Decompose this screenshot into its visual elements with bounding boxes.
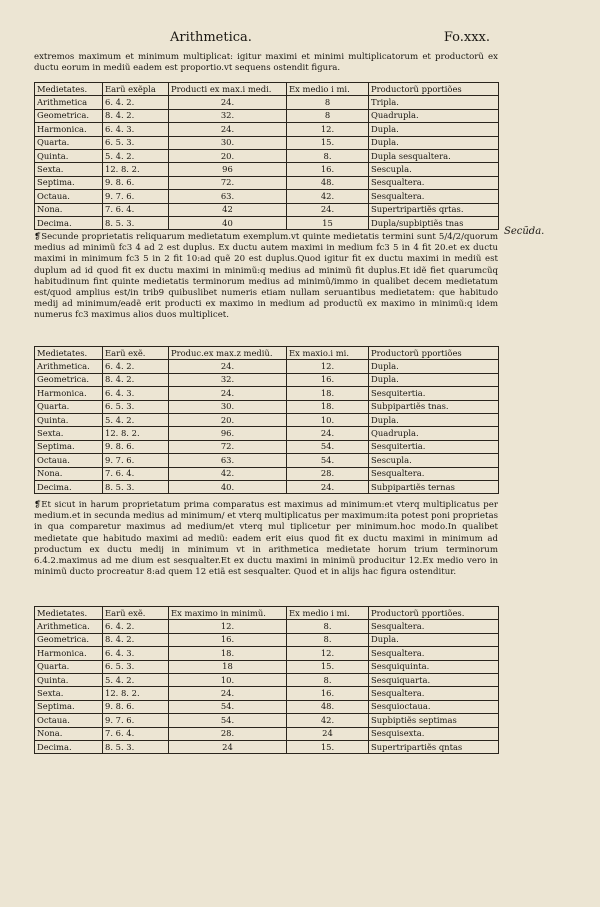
cell-proportion: Supertripartiẽs qrtas. (369, 203, 499, 216)
cell-product-b: 48. (287, 700, 369, 713)
table-row (35, 427, 499, 440)
table-header-row (35, 83, 499, 96)
cell-proportion: Sescupla. (369, 163, 499, 176)
cell-exemplum: 6. 4. 2. (103, 360, 169, 373)
cell-product-b: 54. (287, 440, 369, 453)
cell-product-b: 24 (287, 727, 369, 740)
cell-exemplum: 6. 4. 3. (103, 387, 169, 400)
header-cell: Productorũ pportiões (369, 347, 499, 360)
cell-exemplum: 8. 5. 3. (103, 216, 169, 229)
cell-product-b: 15. (287, 660, 369, 673)
cell-medietas: Harmonica. (35, 387, 103, 400)
header-cell: Produc.ex max.z mediũ. (169, 347, 287, 360)
header-cell: Productorũ pportiões (369, 83, 499, 96)
cell-product-a: 18 (169, 660, 287, 673)
cell-exemplum: 5. 4. 2. (103, 149, 169, 162)
cell-exemplum: 8. 5. 3. (103, 480, 169, 493)
cell-proportion: Sesqualtera. (369, 190, 499, 203)
cell-medietas: Decima. (35, 216, 103, 229)
cell-exemplum: 5. 4. 2. (103, 413, 169, 426)
cell-proportion: Subpipartiẽs tnas. (369, 400, 499, 413)
cell-product-b: 16. (287, 373, 369, 386)
cell-proportion: Quadrupla. (369, 109, 499, 122)
cell-exemplum: 7. 6. 4. (103, 203, 169, 216)
cell-proportion: Quadrupla. (369, 427, 499, 440)
cell-medietas: Quarta. (35, 400, 103, 413)
cell-exemplum: 9. 8. 6. (103, 700, 169, 713)
cell-medietas: Geometrica. (35, 633, 103, 646)
cell-product-a: 18. (169, 647, 287, 660)
cell-product-a: 24. (169, 360, 287, 373)
cell-medietas: Nona. (35, 467, 103, 480)
cell-product-b: 24. (287, 203, 369, 216)
header-cell: Medietates. (35, 83, 103, 96)
cell-proportion: Supbiptiẽs septimas (369, 714, 499, 727)
cell-exemplum: 6. 4. 2. (103, 96, 169, 109)
header-cell: Medietates. (35, 607, 103, 620)
table-row (35, 96, 499, 109)
cell-product-b: 42. (287, 190, 369, 203)
table-third-property (34, 606, 499, 754)
cell-product-a: 54. (169, 700, 287, 713)
running-head (170, 30, 490, 50)
table-row (35, 163, 499, 176)
third-property-paragraph: ❡Et sicut in harum proprietatum prima comparatus est maximus ad minimum:et vterq multiplicatus per medium.et in secunda medius ad minimum/ et vterq multiplicatus per maximum:ita potest poni proprietas in qua comparetur maximus ad medium/et vterq mul tiplicetur per minimum.hoc modo.In qualibet medietate que habitudo maximi ad mediũ: eadem erit eius quod fit ex ductu maximi in minimum ad productum ex ductu medij in minimum vt in arithmetica medietate horum trium terminorum 6.4.2.maximus ad me dium est sesqualter.Et ex ductu maximi in minimũ producitur 12.Ex medio vero in minimũ ducto procreatur 8:ad quem 12 etiã est sesqualter. Quod et in alijs hac figura ostenditur. (34, 500, 498, 578)
cell-product-a: 24. (169, 96, 287, 109)
cell-product-a: 96. (169, 427, 287, 440)
cell-medietas: Quinta. (35, 673, 103, 686)
header-cell: Earũ exẽpla (103, 83, 169, 96)
cell-product-b: 8. (287, 633, 369, 646)
cell-product-b: 16. (287, 687, 369, 700)
cell-proportion: Sesqualtera. (369, 647, 499, 660)
cell-product-a: 32. (169, 373, 287, 386)
table-row (35, 216, 499, 229)
table-header-row (35, 607, 499, 620)
cell-product-b: 18. (287, 400, 369, 413)
cell-product-b: 15. (287, 740, 369, 753)
cell-exemplum: 9. 7. 6. (103, 190, 169, 203)
margin-note-secunda: Secũda. (504, 226, 545, 237)
cell-medietas: Octaua. (35, 714, 103, 727)
cell-medietas: Harmonica. (35, 123, 103, 136)
header-cell: Earũ exẽ. (103, 607, 169, 620)
cell-medietas: Octaua. (35, 190, 103, 203)
cell-product-b: 15. (287, 136, 369, 149)
cell-product-a: 72. (169, 440, 287, 453)
cell-product-a: 28. (169, 727, 287, 740)
cell-medietas: Quarta. (35, 136, 103, 149)
cell-proportion: Sesquiquarta. (369, 673, 499, 686)
cell-product-b: 12. (287, 647, 369, 660)
cell-product-a: 24. (169, 123, 287, 136)
cell-product-a: 63. (169, 190, 287, 203)
cell-exemplum: 6. 4. 2. (103, 620, 169, 633)
cell-proportion: Dupla. (369, 413, 499, 426)
cell-proportion: Supertripartiẽs qntas (369, 740, 499, 753)
cell-medietas: Septima. (35, 176, 103, 189)
table-row (35, 633, 499, 646)
cell-product-a: 20. (169, 413, 287, 426)
header-cell: Ex medio i mi. (287, 83, 369, 96)
cell-proportion: Sesqualtera. (369, 467, 499, 480)
table-row (35, 400, 499, 413)
cell-exemplum: 12. 8. 2. (103, 427, 169, 440)
cell-product-b: 8. (287, 620, 369, 633)
cell-product-b: 15 (287, 216, 369, 229)
cell-medietas: Sexta. (35, 163, 103, 176)
cell-product-b: 12. (287, 360, 369, 373)
cell-product-a: 40 (169, 216, 287, 229)
cell-medietas: Quarta. (35, 660, 103, 673)
header-cell: Producti ex max.i medi. (169, 83, 287, 96)
cell-exemplum: 6. 5. 3. (103, 660, 169, 673)
table-row (35, 360, 499, 373)
cell-medietas: Geometrica. (35, 109, 103, 122)
cell-medietas: Harmonica. (35, 647, 103, 660)
cell-proportion: Dupla. (369, 360, 499, 373)
cell-product-a: 63. (169, 454, 287, 467)
cell-exemplum: 7. 6. 4. (103, 467, 169, 480)
table-row (35, 109, 499, 122)
cell-product-a: 32. (169, 109, 287, 122)
table-header-row (35, 347, 499, 360)
table-row (35, 176, 499, 189)
cell-medietas: Arithmetica (35, 96, 103, 109)
cell-proportion: Sesqualtera. (369, 687, 499, 700)
cell-product-a: 20. (169, 149, 287, 162)
table-row (35, 700, 499, 713)
cell-medietas: Arithmetica. (35, 620, 103, 633)
cell-product-a: 24. (169, 687, 287, 700)
cell-product-b: 8. (287, 149, 369, 162)
cell-medietas: Decima. (35, 740, 103, 753)
intro-paragraph: extremos maximum et minimum multiplicat: igitur maximi et minimi multiplicatorum et productorũ ex ductu eorum in mediũ eadem est proportio.vt sequens ostendit figura. (34, 52, 498, 74)
cell-exemplum: 8. 4. 2. (103, 633, 169, 646)
cell-medietas: Quinta. (35, 413, 103, 426)
table-row (35, 740, 499, 753)
table-row (35, 123, 499, 136)
cell-product-a: 24 (169, 740, 287, 753)
cell-medietas: Decima. (35, 480, 103, 493)
cell-medietas: Geometrica. (35, 373, 103, 386)
table-row (35, 673, 499, 686)
cell-product-b: 16. (287, 163, 369, 176)
cell-product-a: 54. (169, 714, 287, 727)
cell-exemplum: 6. 5. 3. (103, 136, 169, 149)
cell-proportion: Sesquiquinta. (369, 660, 499, 673)
table-row (35, 149, 499, 162)
table-row (35, 440, 499, 453)
cell-medietas: Arithmetica. (35, 360, 103, 373)
cell-exemplum: 5. 4. 2. (103, 673, 169, 686)
cell-exemplum: 9. 8. 6. (103, 440, 169, 453)
cell-exemplum: 8. 4. 2. (103, 109, 169, 122)
cell-product-a: 96 (169, 163, 287, 176)
cell-proportion: Subpipartiẽs ternas (369, 480, 499, 493)
cell-proportion: Dupla. (369, 633, 499, 646)
cell-product-a: 30. (169, 136, 287, 149)
table-row (35, 687, 499, 700)
cell-medietas: Septima. (35, 440, 103, 453)
cell-product-b: 8 (287, 109, 369, 122)
cell-product-b: 8. (287, 673, 369, 686)
table-row (35, 190, 499, 203)
table-row (35, 413, 499, 426)
table-row (35, 714, 499, 727)
cell-exemplum: 12. 8. 2. (103, 163, 169, 176)
header-cell: Ex medio i mi. (287, 607, 369, 620)
cell-exemplum: 8. 4. 2. (103, 373, 169, 386)
cell-product-a: 42 (169, 203, 287, 216)
cell-proportion: Dupla. (369, 123, 499, 136)
header-cell: Productorũ pportiões. (369, 607, 499, 620)
cell-exemplum: 6. 4. 3. (103, 647, 169, 660)
cell-exemplum: 6. 5. 3. (103, 400, 169, 413)
cell-product-b: 12. (287, 123, 369, 136)
cell-proportion: Dupla sesqualtera. (369, 149, 499, 162)
cell-exemplum: 9. 7. 6. (103, 714, 169, 727)
cell-exemplum: 9. 8. 6. (103, 176, 169, 189)
cell-proportion: Sescupla. (369, 454, 499, 467)
cell-proportion: Dupla. (369, 373, 499, 386)
table-row (35, 373, 499, 386)
header-cell: Ex maximo in minimũ. (169, 607, 287, 620)
cell-product-a: 30. (169, 400, 287, 413)
second-property-paragraph: ❡Secunde proprietatis reliquarum medietatum exemplum.vt quinte medietatis termini sunt 5/4/2/quorum medius ad minimũ fc3 4 ad 2 est duplus. Ex ductu autem maximi in medium fc3 5 in 4 fit 20.et ex ductu maximi in minimum fc3 5 in 2 fit 10:ad quẽ 20 est duplus.Quod igitur fit ex ductu maximi in mediũ est duplum ad id quod fit ex ductu maximi in minimũ:q medius ad minimũ fit duplus.Et idẽ fiet quarumcũq habitudinum fint quinte medietatis terminorum medius ad minimũ/immo in qualibet decem medietatum est/quod amplius est/in trib9 quibuslibet numeris etiam nullam seruantibus medietatem: que habitudo medij ad minimum/eadẽ erit producti ex maximo in medium ad productũ ex maximo in minimũ:q idem numerus fc3 maximus alios duos multiplicet. (34, 232, 498, 321)
cell-product-b: 10. (287, 413, 369, 426)
table-row (35, 480, 499, 493)
cell-medietas: Nona. (35, 727, 103, 740)
cell-medietas: Quinta. (35, 149, 103, 162)
header-cell: Earũ exẽ. (103, 347, 169, 360)
cell-exemplum: 12. 8. 2. (103, 687, 169, 700)
cell-exemplum: 6. 4. 3. (103, 123, 169, 136)
cell-proportion: Sesqualtera. (369, 620, 499, 633)
cell-medietas: Sexta. (35, 687, 103, 700)
cell-product-b: 42. (287, 714, 369, 727)
cell-proportion: Sesqualtera. (369, 176, 499, 189)
header-cell: Ex maxio.i mi. (287, 347, 369, 360)
cell-product-b: 28. (287, 467, 369, 480)
cell-product-a: 16. (169, 633, 287, 646)
cell-proportion: Tripla. (369, 96, 499, 109)
table-row (35, 467, 499, 480)
cell-product-b: 24. (287, 427, 369, 440)
cell-medietas: Nona. (35, 203, 103, 216)
cell-product-a: 42. (169, 467, 287, 480)
cell-exemplum: 8. 5. 3. (103, 740, 169, 753)
table-second-property (34, 346, 499, 494)
cell-product-b: 8 (287, 96, 369, 109)
running-title: Arithmetica. (170, 30, 252, 45)
cell-exemplum: 7. 6. 4. (103, 727, 169, 740)
table-row (35, 620, 499, 633)
table-row (35, 660, 499, 673)
table-row (35, 203, 499, 216)
cell-product-b: 24. (287, 480, 369, 493)
cell-product-a: 40. (169, 480, 287, 493)
cell-product-b: 54. (287, 454, 369, 467)
cell-proportion: Sesquioctaua. (369, 700, 499, 713)
header-cell: Medietates. (35, 347, 103, 360)
cell-proportion: Dupla/supbiptiẽs tnas (369, 216, 499, 229)
cell-product-a: 24. (169, 387, 287, 400)
table-row (35, 727, 499, 740)
cell-proportion: Dupla. (369, 136, 499, 149)
cell-medietas: Septima. (35, 700, 103, 713)
cell-product-a: 10. (169, 673, 287, 686)
cell-proportion: Sesquitertia. (369, 387, 499, 400)
cell-proportion: Sesquitertia. (369, 440, 499, 453)
cell-product-b: 18. (287, 387, 369, 400)
cell-product-b: 48. (287, 176, 369, 189)
table-row (35, 136, 499, 149)
table-row (35, 647, 499, 660)
folio-number: Fo.xxx. (443, 30, 490, 45)
cell-product-a: 72. (169, 176, 287, 189)
cell-proportion: Sesquisexta. (369, 727, 499, 740)
cell-exemplum: 9. 7. 6. (103, 454, 169, 467)
cell-medietas: Sexta. (35, 427, 103, 440)
table-row (35, 387, 499, 400)
cell-product-a: 12. (169, 620, 287, 633)
cell-medietas: Octaua. (35, 454, 103, 467)
table-row (35, 454, 499, 467)
table-first-property (34, 82, 499, 230)
